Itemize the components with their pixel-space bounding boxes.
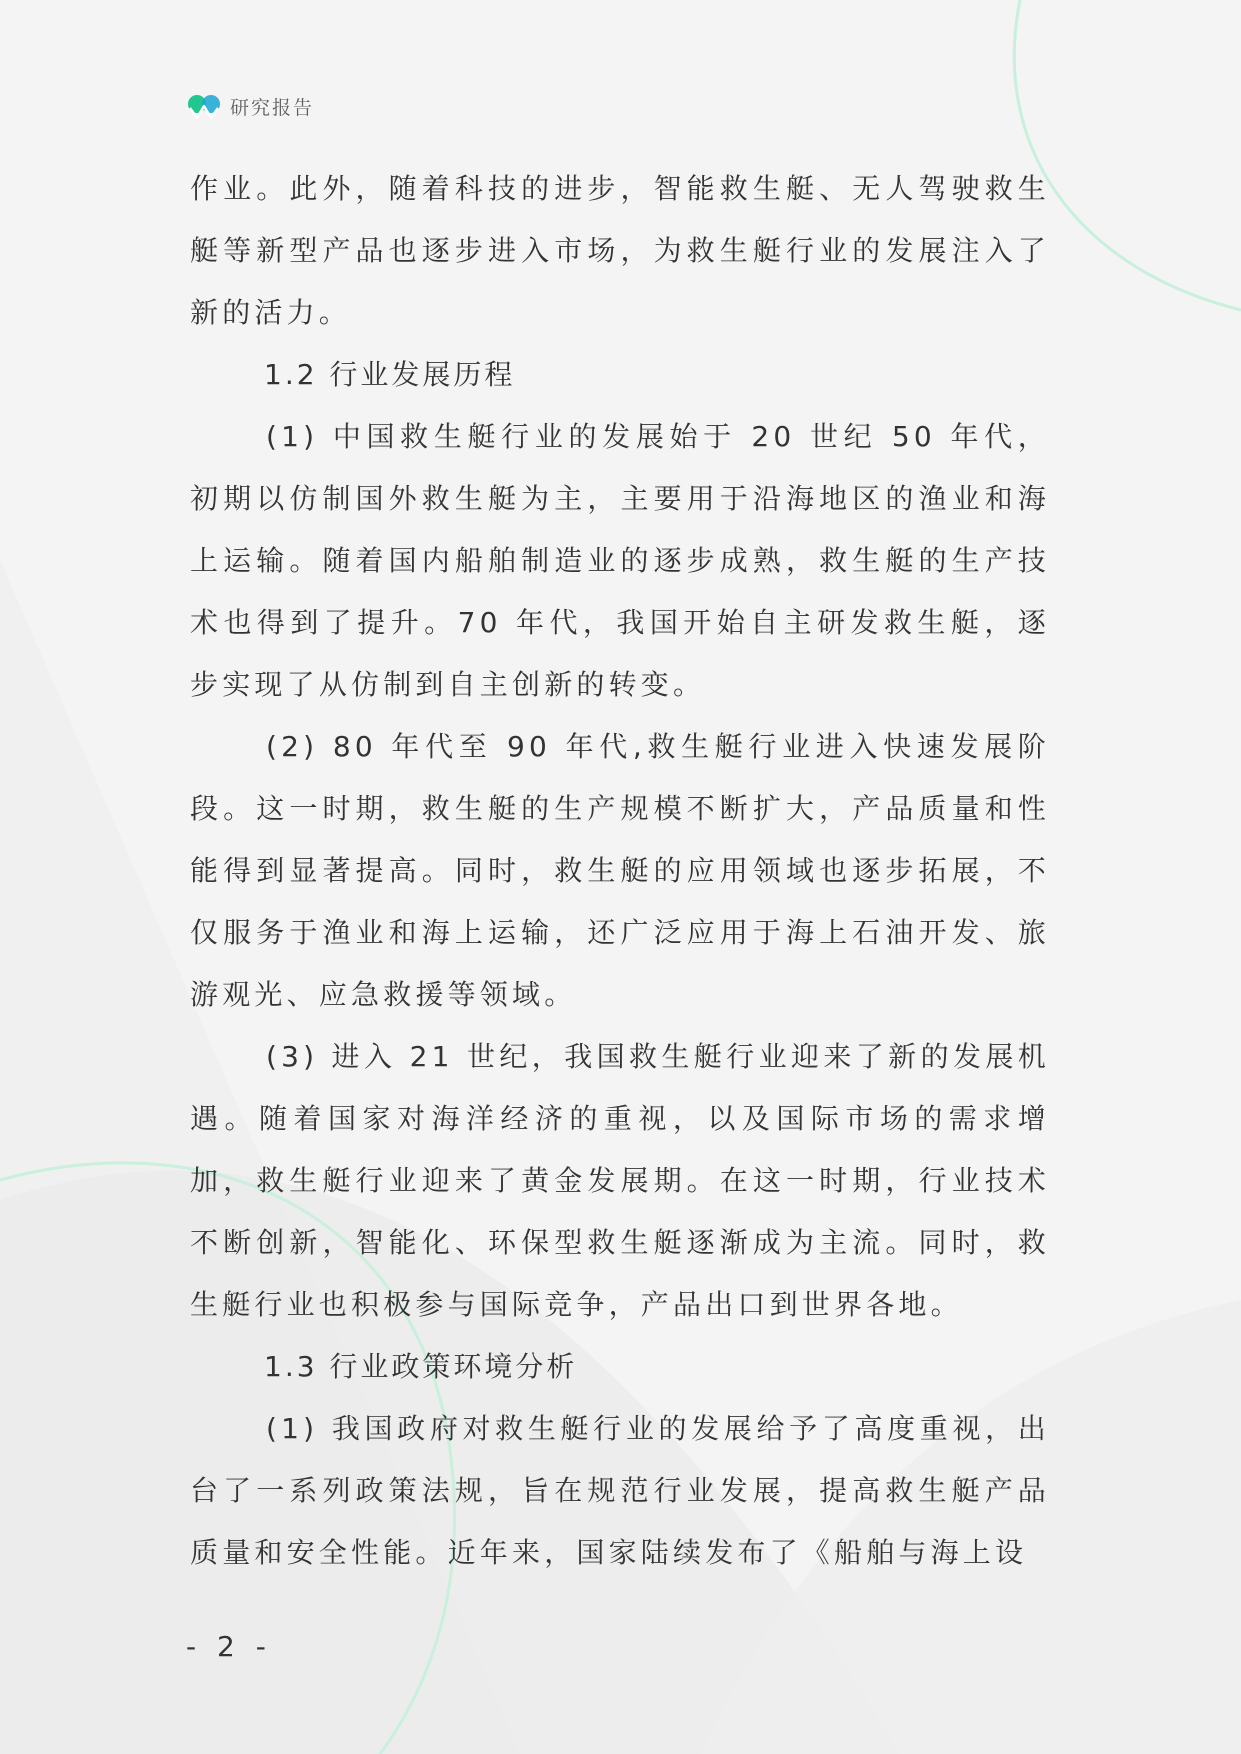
paragraph-policy-1: (1) 我国政府对救生艇行业的发展给予了高度重视，出台了一系列政策法规，旨在规范行业发展，提高救生艇产品质量和安全性能。近年来，国家陆续发布了《船舶与海上设: [190, 1412, 1050, 1569]
report-brand-logo-icon: [186, 88, 222, 124]
paragraph-history-3: (3) 进入 21 世纪，我国救生艇行业迎来了新的发展机遇。随着国家对海洋经济的重视，以及国际市场的需求增加，救生艇行业迎来了黄金发展期。在这一时期，行业技术不断创新，智能化、环保型救生艇逐渐成为主流。同时，救生艇行业也积极参与国际竞争，产品出口到世界各地。: [190, 1040, 1050, 1321]
paragraph-history-1: (1) 中国救生艇行业的发展始于 20 世纪 50 年代，初期以仿制国外救生艇为主，主要用于沿海地区的渔业和海上运输。随着国内船舶制造业的逐步成熟，救生艇的生产技术也得到了提升。70 年代，我国开始自主研发救生艇，逐步实现了从仿制到自主创新的转变。: [190, 420, 1050, 701]
paragraph-continuation: 作业。此外，随着科技的进步，智能救生艇、无人驾驶救生艇等新型产品也逐步进入市场，为救生艇行业的发展注入了新的活力。: [190, 172, 1050, 329]
paragraph-history-2: (2) 80 年代至 90 年代,救生艇行业进入快速发展阶段。这一时期，救生艇的生产规模不断扩大，产品质量和性能得到显著提高。同时，救生艇的应用领域也逐步拓展，不仅服务于渔业和海上运输，还广泛应用于海上石油开发、旅游观光、应急救援等领域。: [190, 730, 1050, 1011]
section-heading-1-2: 1.2 行业发展历程: [264, 358, 516, 391]
document-body: [190, 158, 1050, 1584]
header-title: 研究报告: [230, 96, 315, 119]
section-heading-1-3: 1.3 行业政策环境分析: [264, 1350, 578, 1383]
report-header: [186, 88, 314, 124]
page-number: - 2 -: [186, 1630, 272, 1663]
